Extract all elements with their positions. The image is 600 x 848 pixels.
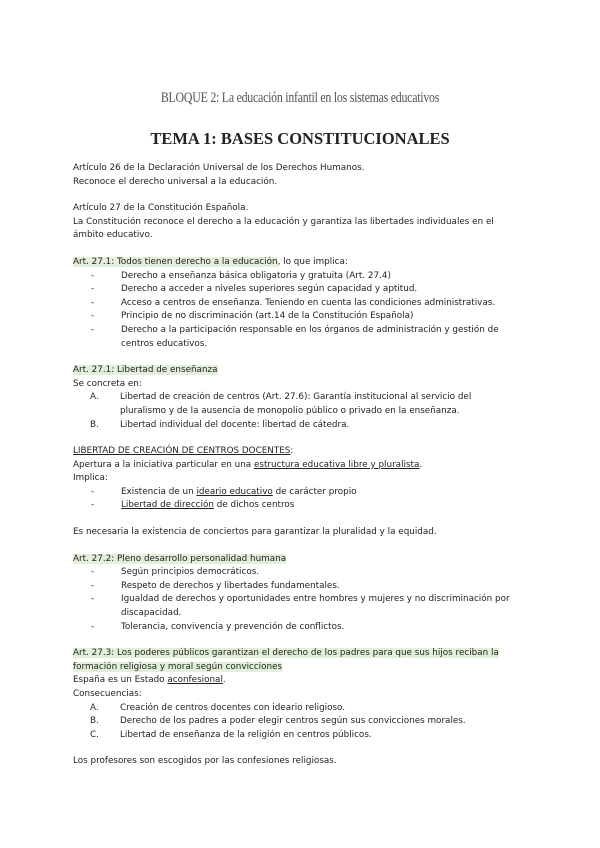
conciertos-line: Es necesaria la existencia de conciertos para garantizar la pluralidad y la equidad. <box>73 527 437 538</box>
list-item <box>106 499 513 513</box>
apertura-end: . <box>419 459 423 470</box>
implica-label: Implica: <box>73 473 108 484</box>
list-item: - Tolerancia, convivencia y prevención de conflictos. <box>106 621 513 635</box>
art27-3-heading <box>73 647 513 674</box>
estado-underlined: aconfesional <box>167 675 223 686</box>
profesores-line: Los profesores son escogidos por las confesiones religiosas. <box>73 756 337 767</box>
list-item: - Según principios democráticos. <box>106 566 513 580</box>
item-text: Existencia de un <box>121 486 197 497</box>
list-item: - Derecho a la participación responsable en los órganos de administración y gestión de centros educativos. <box>106 324 513 351</box>
art27-1-list <box>73 270 513 352</box>
list-marker: C. <box>90 729 99 740</box>
se-concreta-en: Se concreta en: <box>73 378 142 389</box>
libertad-ensenanza-list <box>73 391 513 432</box>
libertad-ensenanza-heading <box>73 364 513 378</box>
list-item-text: Creación de centros docentes con ideario religioso. <box>120 702 346 713</box>
list-marker: B. <box>90 716 99 727</box>
list-item: - Derecho a enseñanza básica obligatoria y gratuita (Art. 27.4) <box>106 270 513 284</box>
list-marker: A. <box>90 392 99 403</box>
list-item: - Respeto de derechos y libertades fundamentales. <box>106 580 513 594</box>
list-item-text: Libertad de creación de centros (Art. 27.6): Garantía institucional al servicio del pluralismo y de la ausencia de monopolio público o privado en la enseñanza. <box>120 392 472 416</box>
art27-2-list <box>73 566 513 634</box>
art26-description: Reconoce el derecho universal a la educación. <box>73 176 278 187</box>
apertura-line <box>73 459 513 473</box>
list-item <box>90 715 513 729</box>
art26-heading: Artículo 26 de la Declaración Universal de los Derechos Humanos. <box>73 163 365 173</box>
apertura-text: Apertura a la iniciativa particular en una <box>73 459 254 470</box>
estado-line <box>73 674 513 688</box>
item-text: de dichos centros <box>213 500 295 511</box>
art27-1-heading-rest: , lo que implica: <box>277 256 348 267</box>
art27-2-highlight: Art. 27.2: Pleno desarrollo personalidad humana <box>73 553 287 564</box>
list-item-text: Derecho de los padres a poder elegir centros según sus convicciones morales. <box>120 716 466 727</box>
art27-2-heading <box>73 553 513 567</box>
item-text: de carácter propio <box>272 486 357 497</box>
art27-1-heading <box>73 256 513 270</box>
item-underlined: Libertad de dirección <box>121 500 214 511</box>
list-item <box>106 486 513 500</box>
libertad-creacion-heading <box>73 445 513 459</box>
heading-colon: : <box>290 446 294 457</box>
list-marker: B. <box>90 419 99 430</box>
list-item: - Derecho a acceder a niveles superiores según capacidad y aptitud. <box>106 283 513 297</box>
libertad-creacion-heading-text: LIBERTAD DE CREACIÓN DE CENTROS DOCENTES <box>73 446 291 457</box>
art27-heading: Artículo 27 de la Constitución Española. <box>73 203 249 214</box>
list-item-text: Libertad de enseñanza de la religión en centros públicos. <box>120 729 372 740</box>
item-underlined: ideario educativo <box>196 486 273 497</box>
consecuencias-list <box>73 702 513 743</box>
list-item <box>90 391 513 418</box>
list-item: - Principio de no discriminación (art.14 de la Constitución Española) <box>106 310 513 324</box>
list-item-text: Libertad individual del docente: libertad de cátedra. <box>120 419 350 430</box>
list-item <box>90 729 513 743</box>
art27-3-highlight: Art. 27.3: Los poderes públicos garantizan el derecho de los padres para que sus hijos reciban la formación religiosa y moral según convicciones <box>73 648 499 672</box>
consecuencias-label: Consecuencias: <box>73 689 142 699</box>
list-item: - Acceso a centros de enseñanza. Teniendo en cuenta las condiciones administrativas. <box>106 297 513 311</box>
tema-title: TEMA 1: BASES CONSTITUCIONALES <box>150 129 450 148</box>
art27-description: La Constitución reconoce el derecho a la educación y garantiza las libertades individuales en el ámbito educativo. <box>73 216 494 241</box>
block-title: BLOQUE 2: La educación infantil en los sistemas educativos <box>160 90 440 106</box>
list-item: - Igualdad de derechos y oportunidades entre hombres y mujeres y no discriminación por discapacidad. <box>106 593 513 620</box>
list-item <box>90 702 513 716</box>
list-marker: A. <box>90 702 99 713</box>
libertad-ensenanza-highlight: Art. 27.1: Libertad de enseñanza <box>73 365 218 376</box>
list-item <box>90 419 513 433</box>
estado-text: España es un Estado <box>73 675 168 686</box>
estado-end: . <box>222 675 226 686</box>
apertura-underlined: estructura educativa libre y pluralista <box>253 459 420 470</box>
document-body <box>73 162 513 769</box>
implica-list <box>73 486 513 513</box>
art27-1-highlight: Art. 27.1: Todos tienen derecho a la educación <box>73 256 278 267</box>
